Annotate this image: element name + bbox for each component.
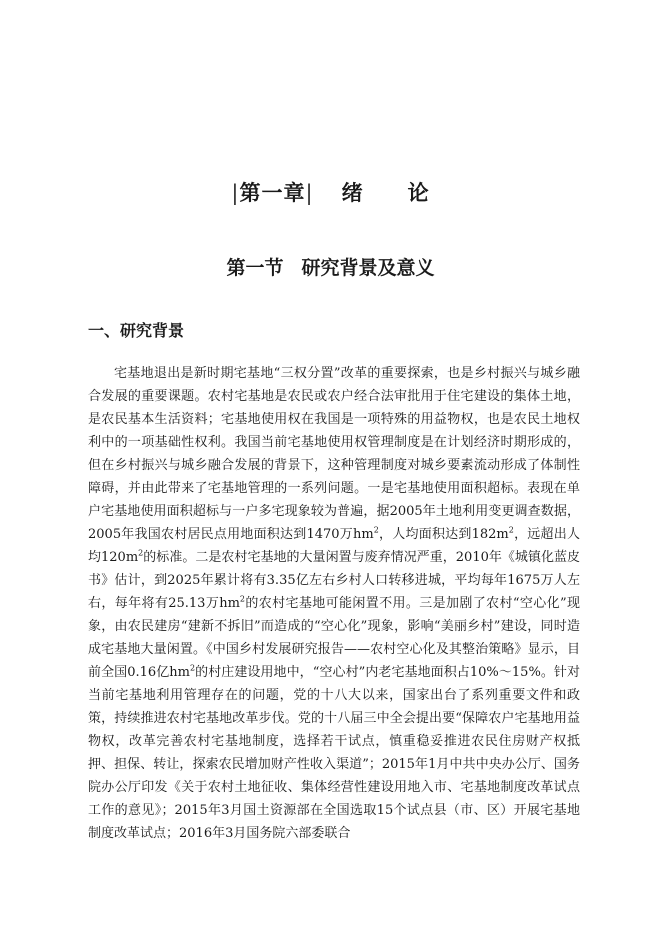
- body-paragraph: [88, 362, 580, 845]
- superscript-1: 2: [373, 525, 379, 535]
- chapter-bar-right: |: [305, 181, 314, 205]
- section-heading: [0, 253, 661, 283]
- paragraph-text-3: ，远超出人均120m: [88, 527, 580, 565]
- chapter-title: 绪 论: [341, 181, 430, 205]
- chapter-bar-left: |: [231, 181, 240, 205]
- subsection-heading: 一、研究背景: [88, 321, 185, 340]
- paragraph-text-5: 的农村宅基地可能闲置不用。三是加剧了农村“空心化”现象，由农民建房“建新不拆旧”而造成的“空心化”现象，影响“美丽乡村”建设，同时造成宅基地大量闲置。《中国乡村发展研究报告——农村空心化及其整治策略》显示，目前全国0.16亿hm: [88, 596, 580, 680]
- superscript-5: 2: [189, 663, 196, 673]
- chapter-heading: [0, 176, 661, 210]
- section-label: 第一节: [226, 257, 284, 279]
- paragraph-text-6: 的村庄建设用地中，“空心村”内老宅基地面积占10%～15%。针对当前宅基地利用管理存在的问题，党的十八大以来，国家出台了系列重要文件和政策，持续推进农村宅基地改革步伐。党的十八届三中全会提出要“保障农户宅基地用益物权，改革完善农村宅基地制度，选择若干试点，慎重稳妥推进农民住房财产权抵押、担保、转让，探索农民增加财产性收入渠道”；2015年1月中共中央办公厅、国务院办公厅印发《关于农村土地征收、集体经营性建设用地入市、宅基地制度改革试点工作的意见》；2015年3月国土资源部在全国选取15个试点县（市、区）开展宅基地制度改革试点；2016年3月国务院六部委联合: [88, 665, 580, 841]
- paragraph-text-4: 的标准。二是农村宅基地的大量闲置与废弃情况严重，2010年《城镇化蓝皮书》估计，到2025年累计将有3.35亿左右乡村人口转移进城，平均每年1675万人左右，每年将有25.13万hm: [88, 550, 581, 611]
- paragraph-text-1: 宅基地退出是新时期宅基地“三权分置”改革的重要探索，也是乡村振兴与城乡融合发展的重要课题。农村宅基地是农民或农户经合法审批用于住宅建设的集体土地，是农民基本生活资料；宅基地使用权在我国是一项特殊的用益物权，也是农民土地权利中的一项基础性权利。我国当前宅基地使用权管理制度是在计划经济时期形成的，但在乡村振兴与城乡融合发展的背景下，这种管理制度对城乡要素流动形成了体制性障碍，并由此带来了宅基地管理的一系列问题。一是宅基地使用面积超标。表现在单户宅基地使用面积超标与一户多宅现象较为普遍，据2005年土地利用变更调查数据，2005年我国农村居民点用地面积达到1470万hm: [88, 366, 580, 542]
- paragraph-text-2: ，人均面积达到182m: [378, 527, 509, 542]
- section-title: 研究背景及意义: [301, 257, 435, 279]
- superscript-3: 2: [138, 548, 144, 558]
- superscript-4: 2: [239, 594, 245, 604]
- superscript-2: 2: [508, 525, 514, 535]
- chapter-label: 第一章: [239, 181, 306, 205]
